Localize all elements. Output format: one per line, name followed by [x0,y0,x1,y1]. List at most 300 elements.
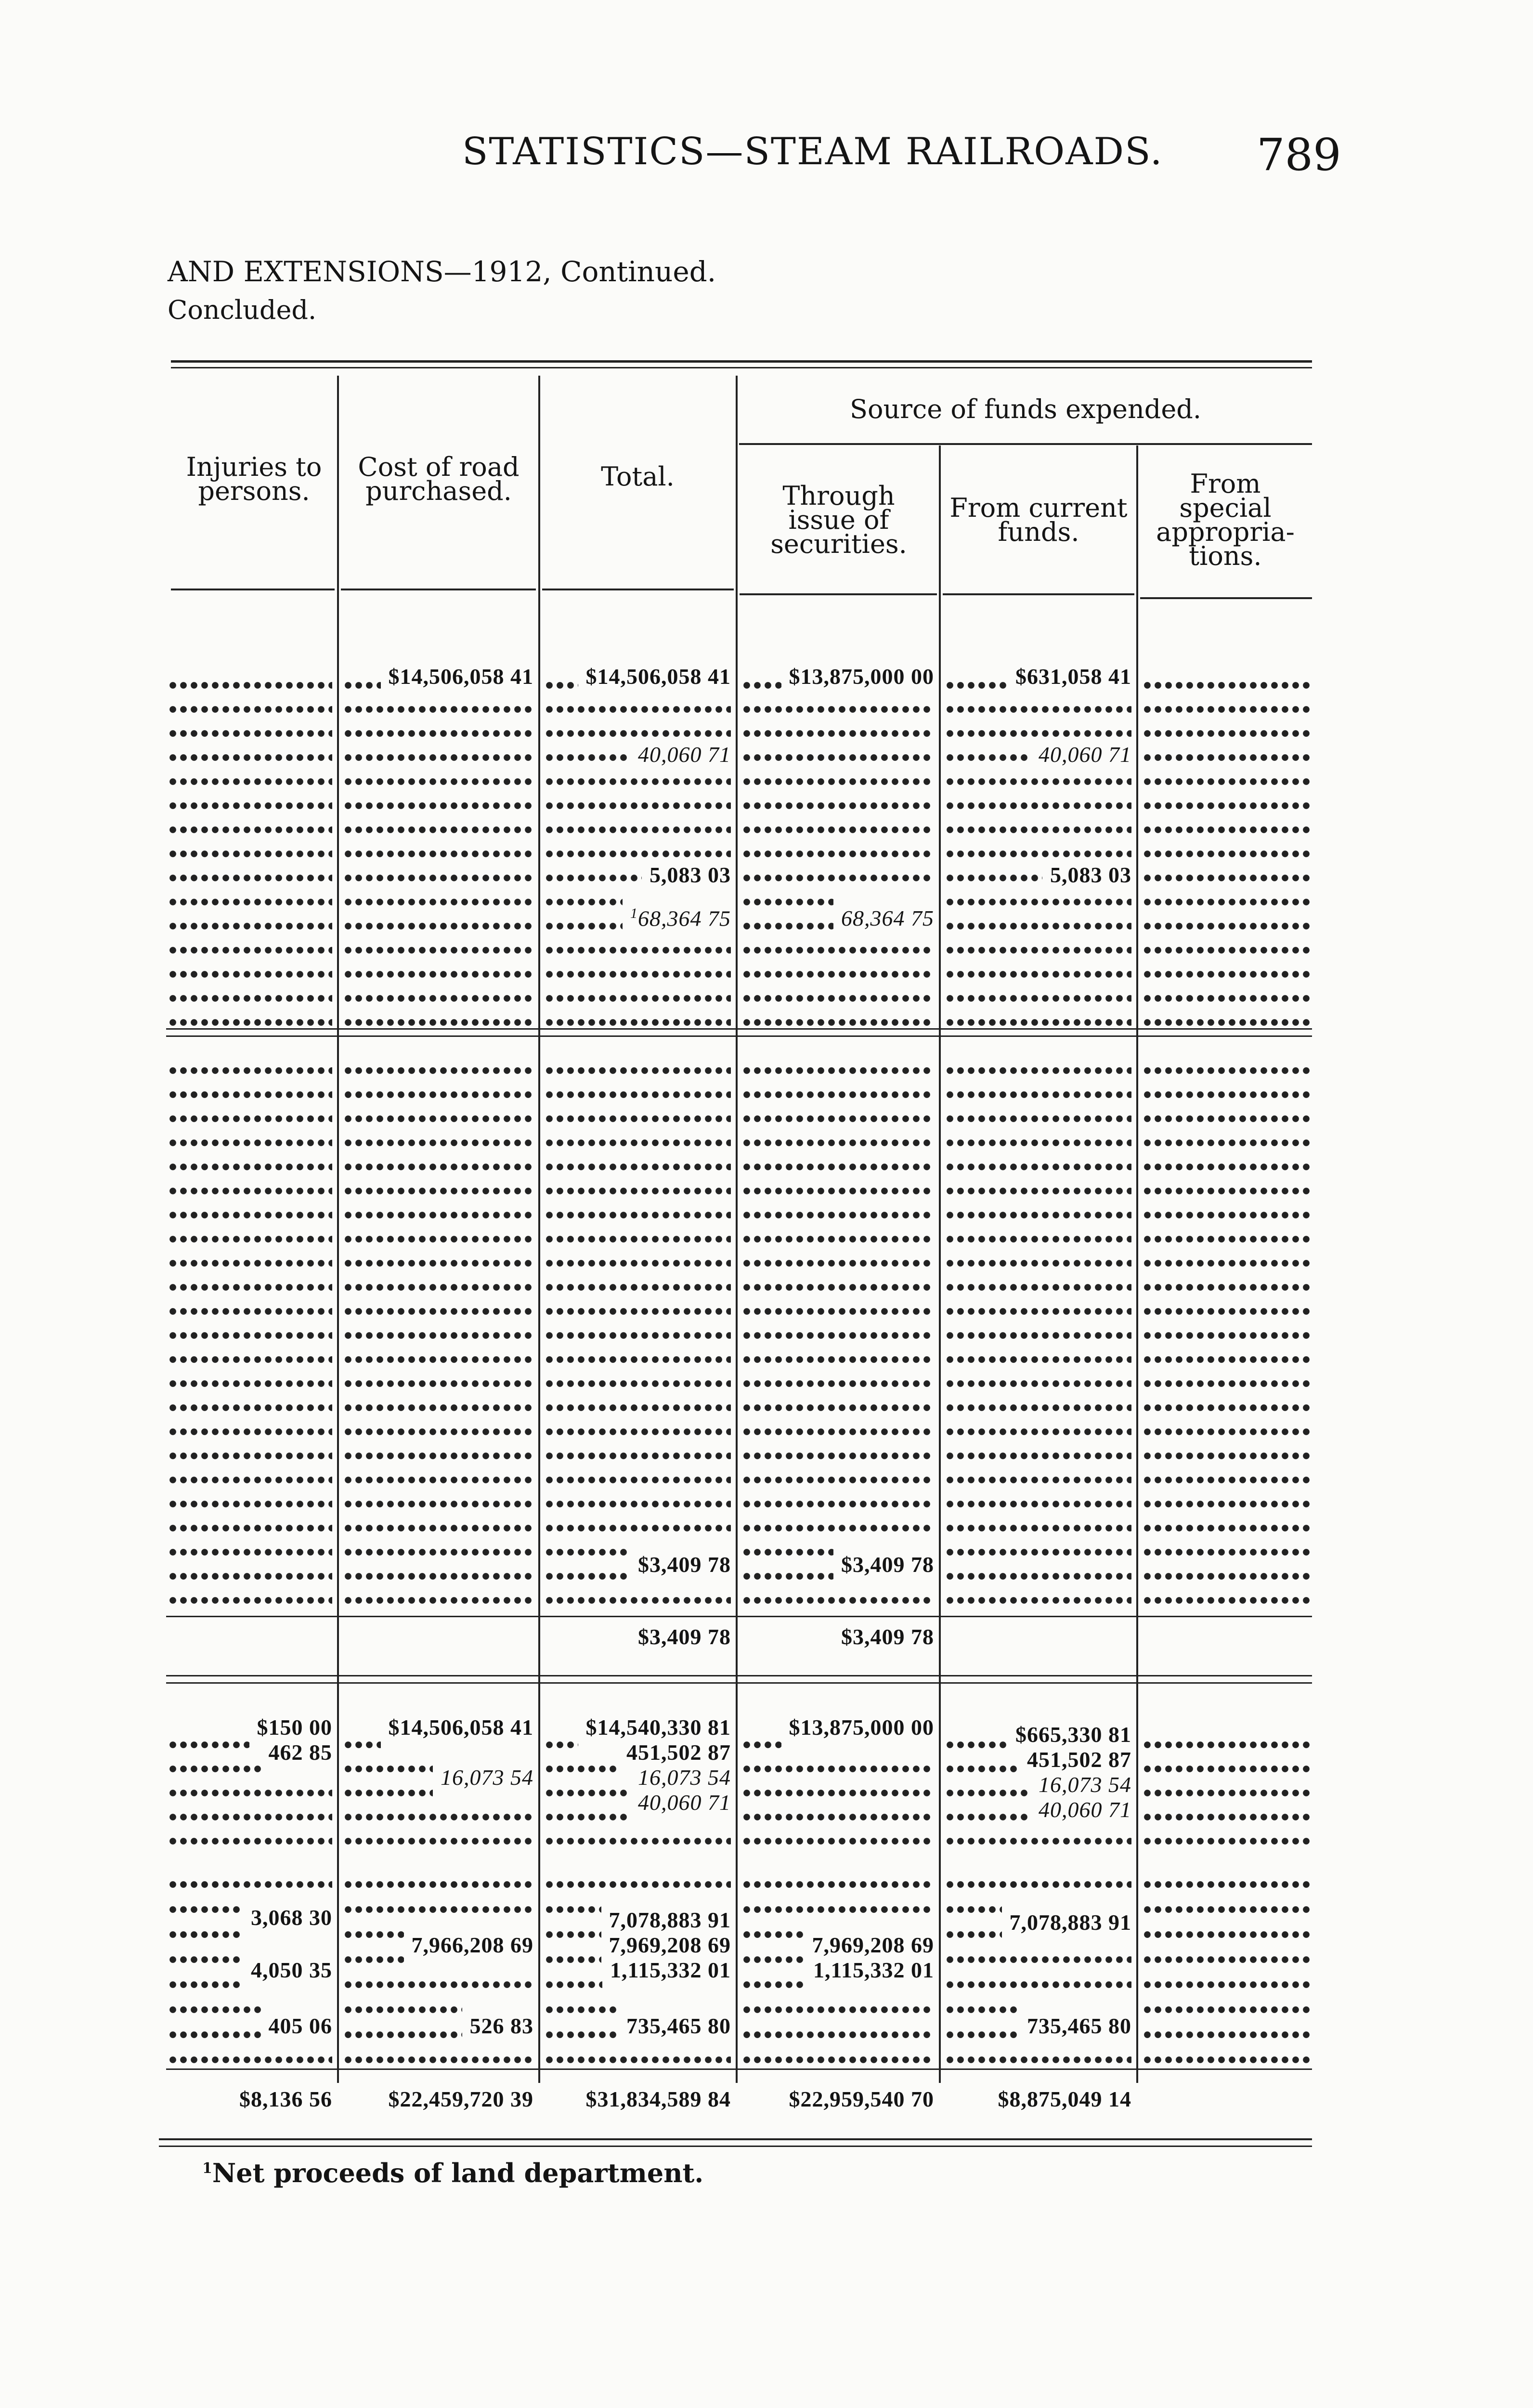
dot-leader [945,1590,1131,1608]
dot-leader [945,1899,1002,1917]
dot-leader [1142,1277,1311,1295]
dot-leader [168,1470,332,1487]
dot-leader [1142,1422,1311,1439]
s3-current: 16,073 54 [1039,1772,1131,1797]
section-rule [166,1035,1312,1037]
dot-leader [741,844,934,861]
dot-leader [1142,1494,1311,1511]
dot-leader [1142,1374,1311,1391]
dot-leader [1142,2025,1311,2042]
dot-leader [168,1181,332,1198]
dot-leader [544,1924,601,1942]
dot-leader [343,2000,462,2017]
dot-leader [741,1494,934,1511]
dot-leader [544,2000,619,2017]
dot-leader [168,1566,332,1584]
footnote-mark: 1 [202,2160,212,2177]
dot-leader [741,1518,934,1535]
dot-leader [945,1325,1131,1343]
header-bottom-rule [740,593,937,595]
s4-current: 40,060 71 [1039,1797,1131,1822]
r3-total: 5,083 03 [650,863,731,887]
dot-leader [168,988,332,1006]
dot-leader [544,1566,630,1584]
dot-leader [741,988,934,1006]
dot-leader [544,1398,731,1415]
dot-leader [168,2025,261,2042]
dot-leader [544,1422,731,1439]
r5-securities: $3,409 78 [841,1552,934,1577]
dot-leader [741,1133,934,1150]
dot-leader [945,1924,1002,1942]
dot-leader [343,1494,533,1511]
dot-leader [168,1975,243,1992]
dot-leader [741,1301,934,1319]
dot-leader [741,1470,934,1487]
dot-leader [343,1470,533,1487]
dot-leader [741,1422,934,1439]
dot-leader [544,772,731,789]
dot-leader [168,1398,332,1415]
dot-leader [168,1446,332,1463]
t4-total: 735,465 80 [626,2014,731,2038]
dot-leader [945,1470,1131,1487]
dot-leader [168,1494,332,1511]
dot-leader [1142,1759,1311,1776]
dot-leader [945,1446,1131,1463]
dot-leader [168,1874,332,1892]
dot-leader [741,1181,934,1198]
dot-leader [945,1807,1031,1824]
dot-leader [1142,1325,1311,1343]
s1-current: $665,330 81 [1015,1722,1131,1747]
col-header-total: Total. [601,461,675,492]
dot-leader [544,964,731,982]
dot-leader [544,1494,731,1511]
header-bottom-rule [171,589,335,590]
dot-leader [544,1590,731,1608]
dot-leader [1142,1924,1311,1942]
dot-leader [1142,796,1311,813]
dot-leader [945,1542,1131,1559]
dot-leader [741,772,934,789]
dot-leader [343,1085,533,1102]
dot-leader [544,1975,602,1992]
dot-leader [168,1205,332,1222]
dot-leader [343,796,533,813]
dot-leader [343,1325,533,1343]
s1-securities: $13,875,000 00 [789,1715,934,1740]
r1-securities: $13,875,000 00 [789,664,934,689]
dot-leader [343,1205,533,1222]
grand-total-total: $31,834,589 84 [585,2087,731,2111]
dot-leader [168,2000,261,2017]
dot-leader [544,2025,619,2042]
dot-leader [168,1518,332,1535]
dot-leader [1142,1229,1311,1246]
footnote-ref: 1 [630,905,638,921]
col-header-current: From current funds. [949,493,1128,547]
r6-securities: $3,409 78 [841,1624,934,1649]
dot-leader [168,820,332,837]
dot-leader [168,1422,332,1439]
dot-leader [741,796,934,813]
dot-leader [741,964,934,982]
dot-leader [544,1374,731,1391]
dot-leader [741,1807,934,1824]
dot-leader [544,2050,731,2067]
dot-leader [945,916,1131,933]
dot-leader [1142,1012,1311,1030]
dot-leader [1142,868,1311,885]
dot-leader [544,1157,731,1174]
dot-leader [343,916,533,933]
dot-leader [1142,1446,1311,1463]
dot-leader [168,1157,332,1174]
dot-leader [168,1060,332,1078]
dot-leader [168,1012,332,1030]
dot-leader [343,1109,533,1126]
dot-leader [1142,1398,1311,1415]
dot-leader [1142,1060,1311,1078]
dot-leader [168,1950,243,1967]
dot-leader [343,1924,404,1942]
s2-total: 451,502 87 [626,1740,731,1765]
dot-leader [544,820,731,837]
dot-leader [168,1325,332,1343]
dot-leader [168,1783,332,1800]
r5-total: $3,409 78 [638,1552,731,1577]
dot-leader [544,1085,731,1102]
section-rule [166,1682,1312,1684]
dot-leader [343,988,533,1006]
dot-leader [544,675,578,693]
dot-leader [741,699,934,717]
dot-leader [343,964,533,982]
dot-leader [343,699,533,717]
dot-leader [741,1874,934,1892]
dot-leader [343,1060,533,1078]
s2-current: 451,502 87 [1027,1747,1131,1772]
dot-leader [343,1518,533,1535]
dot-leader [741,1325,934,1343]
dot-leader [343,723,533,741]
dot-leader [741,1783,934,1800]
dot-leader [741,868,934,885]
dot-leader [544,844,731,861]
header-bottom-rule [341,589,536,590]
dot-leader [741,1446,934,1463]
r1-total: $14,506,058 41 [585,664,731,689]
dot-leader [945,1494,1131,1511]
dot-leader [343,1301,533,1319]
s4-total: 40,060 71 [638,1790,731,1815]
dot-leader [544,1446,731,1463]
dot-leader [1142,1807,1311,1824]
dot-leader [741,1229,934,1246]
dot-leader [544,1874,731,1892]
dot-leader [343,1157,533,1174]
dot-leader [544,1899,601,1917]
dot-leader [343,1277,533,1295]
dot-leader [945,1950,1131,1967]
dot-leader [945,1735,1008,1752]
dot-leader [1142,699,1311,717]
dot-leader [343,1807,533,1824]
dot-leader [945,1518,1131,1535]
dot-leader [945,1398,1131,1415]
dot-leader [945,1085,1131,1102]
dot-leader [741,2000,934,2017]
table-top-rule [171,360,1312,363]
dot-leader [544,747,630,765]
col-header-injuries: Injuries to persons. [186,452,322,506]
dot-leader [343,1398,533,1415]
dot-leader [343,1349,533,1367]
dot-leader [1142,1349,1311,1367]
dot-leader [343,1975,533,1992]
dot-leader [945,1374,1131,1391]
dot-leader [1142,2050,1311,2067]
dot-leader [343,1783,433,1800]
dot-leader [168,868,332,885]
dot-leader [945,1566,1131,1584]
dot-leader [1142,1085,1311,1102]
r1-cost-road: $14,506,058 41 [388,664,533,689]
dot-leader [945,1205,1131,1222]
dot-leader [1142,1874,1311,1892]
dot-leader [544,1950,601,1967]
dot-leader [168,1542,332,1559]
dot-leader [544,1133,731,1150]
dot-leader [945,988,1131,1006]
dot-leader [1142,1205,1311,1222]
running-head: STATISTICS—STEAM RAILROADS. [462,130,1163,173]
dot-leader [741,1109,934,1126]
section-rule [166,2068,1312,2070]
grand-total-current: $8,875,049 14 [998,2087,1131,2111]
dot-leader [945,1060,1131,1078]
column-rule [939,445,941,2083]
dot-leader [544,1109,731,1126]
dot-leader [343,2025,462,2042]
dot-leader [945,892,1131,909]
dot-leader [168,1133,332,1150]
dot-leader [544,1181,731,1198]
dot-leader [168,1899,243,1917]
dot-leader [168,1085,332,1102]
s1-cost-road: $14,506,058 41 [388,1715,533,1740]
dot-leader [741,1349,934,1367]
s3-cost-road: 16,073 54 [441,1765,533,1790]
dot-leader [1142,892,1311,909]
dot-leader [1142,844,1311,861]
dot-leader [343,1181,533,1198]
dot-leader [343,844,533,861]
dot-leader [544,1759,619,1776]
dot-leader [1142,2000,1311,2017]
dot-leader [343,1229,533,1246]
dot-leader [343,892,533,909]
dot-leader [741,892,833,909]
dot-leader [741,1759,934,1776]
dot-leader [343,1899,533,1917]
dot-leader [1142,1590,1311,1608]
t1-current: 7,078,883 91 [1009,1910,1131,1935]
dot-leader [343,1012,533,1030]
t2-securities: 7,969,208 69 [812,1933,934,1957]
dot-leader [1142,1133,1311,1150]
r3-current: 5,083 03 [1050,863,1131,887]
dot-leader [168,916,332,933]
dot-leader [544,1060,731,1078]
t3-injuries: 4,050 35 [251,1958,332,1982]
dot-leader [945,1874,1131,1892]
dot-leader [168,1759,261,1776]
dot-leader [945,844,1131,861]
dot-leader [168,1831,332,1848]
dot-leader [945,1253,1131,1270]
group-header-rule [739,443,1312,445]
dot-leader [741,1374,934,1391]
dot-leader [1142,1975,1311,1992]
dot-leader [1142,1301,1311,1319]
dot-leader [741,820,934,837]
dot-leader [1142,1157,1311,1174]
dot-leader [741,723,934,741]
dot-leader [168,675,332,693]
dot-leader [945,675,1008,693]
t2-total: 7,969,208 69 [609,1933,731,1957]
dot-leader [741,675,781,693]
dot-leader [544,868,642,885]
page-number: 789 [1257,129,1341,181]
dot-leader [741,1012,934,1030]
dot-leader [1142,1831,1311,1848]
dot-leader [741,2050,934,2067]
r1-current: $631,058 41 [1015,664,1131,689]
r4-securities: 68,364 75 [841,906,934,930]
dot-leader [1142,1253,1311,1270]
dot-leader [945,747,1031,765]
dot-leader [343,1446,533,1463]
dot-leader [945,1301,1131,1319]
dot-leader [1142,1783,1311,1800]
dot-leader [945,1109,1131,1126]
section-rule [166,1616,1312,1617]
dot-leader [168,844,332,861]
dot-leader [1142,1899,1311,1917]
r2-total: 40,060 71 [638,742,731,767]
dot-leader [343,1253,533,1270]
dot-leader [1142,964,1311,982]
dot-leader [544,1205,731,1222]
dot-leader [343,1133,533,1150]
dot-leader [1142,1109,1311,1126]
dot-leader [741,1899,934,1917]
dot-leader [343,1735,381,1752]
dot-leader [741,1060,934,1078]
dot-leader [945,940,1131,957]
dot-leader [343,1759,433,1776]
dot-leader [741,1566,833,1584]
dot-leader [168,1590,332,1608]
dot-leader [343,2050,533,2067]
dot-leader [343,747,533,765]
dot-leader [343,675,381,693]
table-subcaption: Concluded. [168,295,317,325]
column-rule [337,376,339,2083]
dot-leader [945,868,1042,885]
dot-leader [544,1542,630,1559]
col-header-special: From special appropria- tions. [1156,469,1295,571]
dot-leader [544,1301,731,1319]
dot-leader [544,1518,731,1535]
dot-leader [1142,916,1311,933]
dot-leader [1142,1950,1311,1967]
dot-leader [168,1374,332,1391]
dot-leader [544,916,623,933]
dot-leader [945,1975,1131,1992]
dot-leader [168,1109,332,1126]
col-header-securities: Through issue of securities. [770,481,907,559]
footnote-text: Net proceeds of land department. [212,2158,704,2188]
dot-leader [168,1735,249,1752]
dot-leader [544,1831,731,1848]
dot-leader [1142,1566,1311,1584]
dot-leader [343,940,533,957]
dot-leader [544,796,731,813]
col-header-source-group: Source of funds expended. [849,394,1202,424]
dot-leader [1142,1735,1311,1752]
dot-leader [168,1349,332,1367]
dot-leader [168,892,332,909]
dot-leader [544,1277,731,1295]
r4-total [630,905,731,931]
dot-leader [741,1950,805,1967]
dot-leader [544,988,731,1006]
dot-leader [945,1783,1031,1800]
col-header-cost-road: Cost of road purchased. [358,452,520,506]
dot-leader [343,1950,404,1967]
header-bottom-rule [943,593,1134,595]
dot-leader [945,1133,1131,1150]
dot-leader [168,699,332,717]
dot-leader [168,1301,332,1319]
dot-leader [168,796,332,813]
dot-leader [741,1277,934,1295]
dot-leader [168,964,332,982]
s1-total: $14,540,330 81 [585,1715,731,1740]
dot-leader [945,796,1131,813]
dot-leader [741,1157,934,1174]
dot-leader [1142,1542,1311,1559]
dot-leader [168,940,332,957]
dot-leader [343,1566,533,1584]
dot-leader [945,964,1131,982]
dot-leader [168,747,332,765]
dot-leader [168,1253,332,1270]
s3-total: 16,073 54 [638,1765,731,1790]
s1-injuries: $150 00 [257,1715,332,1740]
table-top-rule [171,367,1312,368]
dot-leader [741,1735,781,1752]
dot-leader [1142,723,1311,741]
dot-leader [168,772,332,789]
t4-cost-road: 526 83 [469,2014,533,2038]
dot-leader [544,1229,731,1246]
dot-leader [945,2000,1019,2017]
